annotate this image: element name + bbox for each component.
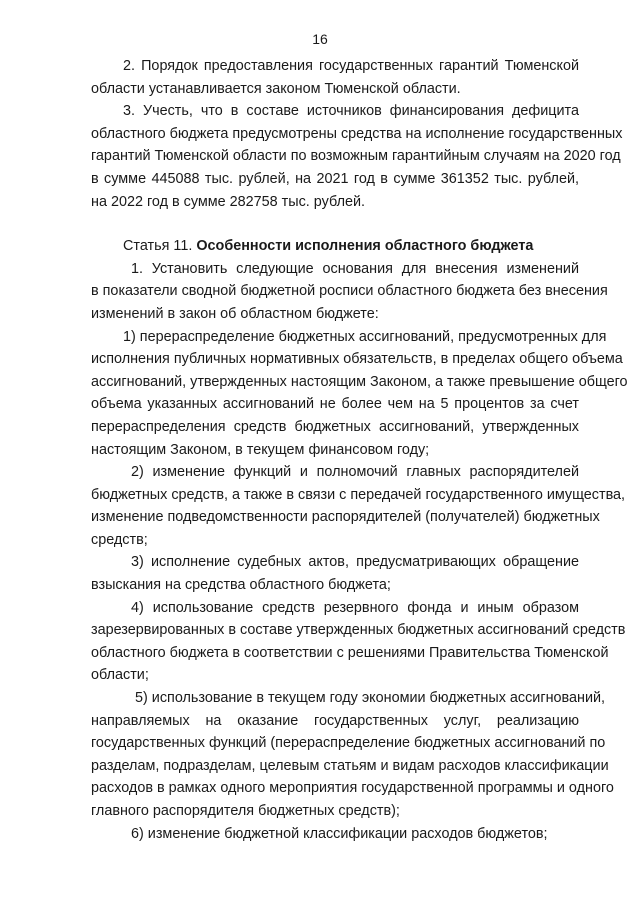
text-line: 2. Порядок предоставления государственных гарантий Тюменской [123,58,579,74]
text-line: исполнения публичных нормативных обязательств, в пределах общего объема [91,351,623,368]
text-line: настоящим Законом, в текущем финансовом году; [91,441,430,458]
text-line: 4) использование средств резервного фонда и иным образом [131,599,579,616]
text-line: направляемых на оказание государственных услуг, реализацию [91,712,579,729]
paragraph-item-2 [91,55,579,100]
page-number: 16 [312,31,328,47]
text-line: зарезервированных в составе утвержденных бюджетных ассигнований средств [91,622,626,639]
text-line: перераспределения средств бюджетных ассигнований, утвержденных [91,418,579,435]
text-line: 5) использование в текущем году экономии бюджетных ассигнований, [135,690,606,707]
text-line: 1) перераспределение бюджетных ассигнований, предусмотренных для [123,328,607,345]
text-line: 3) исполнение судебных актов, предусматривающих обращение [131,554,579,571]
text-line: главного распорядителя бюджетных средств); [91,803,400,819]
paragraph-item-3 [91,100,623,213]
text-line: государственных функций (перераспределение бюджетных ассигнований по [91,735,606,752]
paragraph-subitem-6 [91,823,579,846]
paragraph-subitem-2 [91,461,626,551]
text-line: области устанавливается законом Тюменской области. [91,80,461,97]
paragraph-subitem-5 [91,687,614,823]
article-title: Особенности исполнения областного бюджета [196,238,534,255]
text-line: гарантий Тюменской области по возможным гарантийным случаям на 2020 год [91,148,621,165]
text-line: средств; [91,531,148,548]
text-line: разделам, подразделам, целевым статьям и видам расходов классификации [91,757,609,774]
text-line: изменений в закон об областном бюджете: [91,305,379,322]
document-body [91,55,628,845]
text-line: 3. Учесть, что в составе источников финансирования дефицита [123,103,579,120]
text-line: изменение подведомственности распорядителей (получателей) бюджетных [91,509,600,526]
article-heading [91,235,579,258]
text-line: областного бюджета предусмотрены средства на исполнение государственных [91,125,623,142]
paragraph-subitem-3 [91,551,579,596]
text-line: областного бюджета в соответствии с решениями Правительства Тюменской [91,644,609,661]
text-line: 6) изменение бюджетной классификации расходов бюджетов; [131,825,548,842]
text-line: расходов в рамках одного мероприятия государственной программы и одного [91,780,614,797]
text-line: 1. Установить следующие основания для внесения изменений [131,260,579,277]
paragraph-article-1 [91,258,608,326]
text-line: в сумме 445088 тыс. рублей, на 2021 год в сумме 361352 тыс. рублей, [91,170,579,187]
text-line: взыскания на средства областного бюджета; [91,577,391,594]
text-line: на 2022 год в сумме 282758 тыс. рублей. [91,193,366,210]
text-line: области; [91,667,149,684]
text-line: 2) изменение функций и полномочий главных распорядителей [131,464,579,481]
text-line: объема указанных ассигнований не более чем на 5 процентов за счет [91,396,579,413]
paragraph-subitem-4 [91,597,626,687]
paragraph-subitem-1 [91,326,628,462]
text-line: в показатели сводной бюджетной росписи областного бюджета без внесения [91,283,608,300]
text-line: бюджетных средств, а также в связи с передачей государственного имущества, [91,486,626,503]
article-label: Статья 11. [123,238,193,255]
text-line: ассигнований, утвержденных настоящим Законом, а также превышение общего [91,373,628,390]
